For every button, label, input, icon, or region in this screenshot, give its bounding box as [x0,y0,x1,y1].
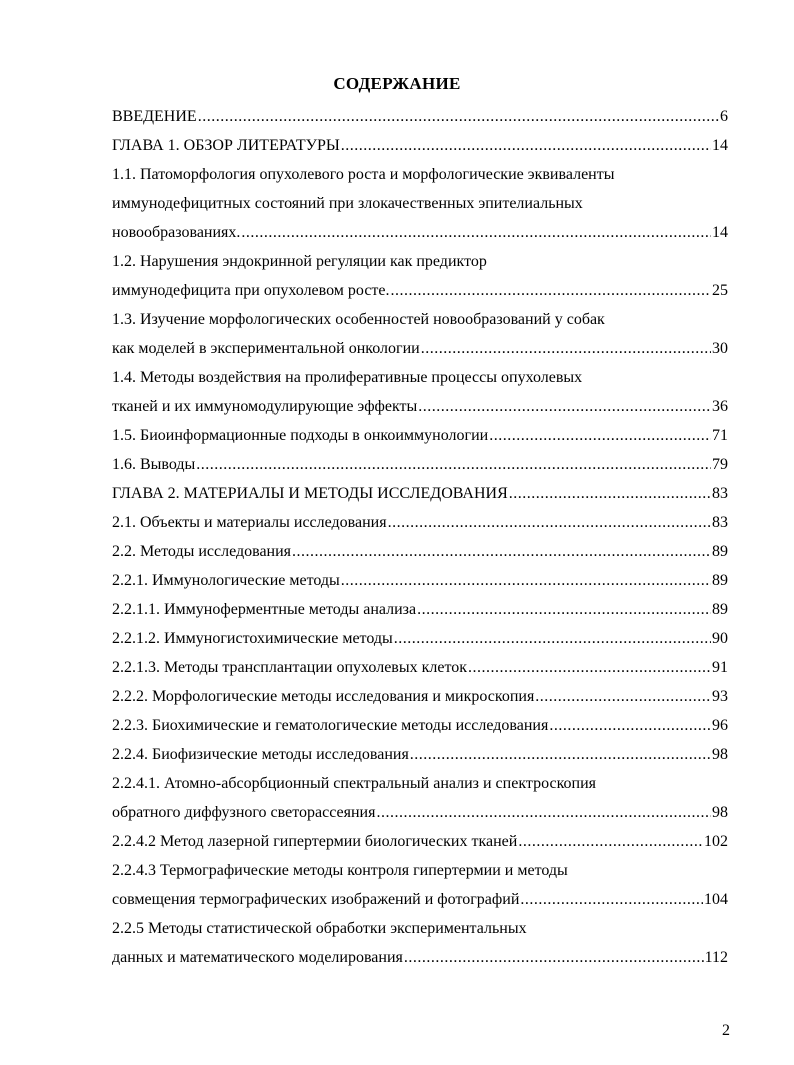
toc-entry [112,421,728,450]
toc-entry-page: 93 [712,688,728,705]
toc-entry [112,827,728,856]
toc-entry [112,682,728,711]
toc-entry-page: 6 [720,108,728,125]
toc-entry [112,392,728,421]
toc-entry-title: 2.2.4. Биофизические методы исследования [112,746,409,763]
toc-entry-page: 83 [712,514,728,531]
toc-entry-page: 98 [712,804,728,821]
toc-entry-title: тканей и их иммуномодулирующие эффекты [112,398,418,415]
toc-entry-page: 104 [704,891,728,908]
toc-entry-page: 89 [712,543,728,560]
toc-entry-title-line: 1.2. Нарушения эндокринной регуляции как предиктор [112,253,487,270]
toc-leader-dots [489,421,711,450]
toc-entry [112,624,728,653]
toc-entry-page: 79 [712,456,728,473]
toc-leader-dots [196,450,711,479]
toc-leader-dots [468,653,711,682]
toc-entry-title: 2.2.1.3. Методы трансплантации опухолевых клеток [112,659,468,676]
toc-entry-title: 2.2.1.2. Иммуногистохимические методы [112,630,393,647]
toc-entry-page: 25 [712,282,728,299]
toc-entry [112,218,728,247]
toc-entry-page: 102 [704,833,728,850]
toc-entry-title-line: 2.2.4.3 Термографические методы контроля гипертермии и методы [112,862,568,879]
toc-entry-page: 89 [712,601,728,618]
page-title: СОДЕРЖАНИЕ [333,74,461,93]
toc-leader-dots [535,682,711,711]
toc-entry [112,740,728,769]
toc-leader-dots [417,595,711,624]
toc-leader-dots [509,479,711,508]
toc-entry [112,334,728,363]
toc-entry-page: 30 [712,340,728,357]
toc-entry-page: 14 [712,224,728,241]
toc-entry-title: 1.5. Биоинформационные подходы в онкоиммунологии [112,427,489,444]
toc-entry [112,508,728,537]
toc-entry-title: 2.2.2. Морфологические методы исследования и микроскопия [112,688,535,705]
toc-entry-title-line: 1.3. Изучение морфологических особенностей новообразований у собак [112,311,605,328]
page-number: 2 [722,1022,730,1039]
toc-leader-dots [376,798,711,827]
toc-entry [112,131,728,160]
toc-entry-title: как моделей в экспериментальной онкологии [112,340,420,357]
toc-leader-dots [410,740,711,769]
toc-entry-title: 2.2.3. Биохимические и гематологические методы исследования [112,717,549,734]
toc-entry-title: данных и математического моделирования [112,949,403,966]
toc-entry-title: иммунодефицита при опухолевом росте. [112,282,390,299]
toc-leader-dots [394,624,711,653]
toc-entry-page: 98 [712,746,728,763]
toc-entry-title: ГЛАВА 2. МАТЕРИАЛЫ И МЕТОДЫ ИССЛЕДОВАНИЯ [112,485,508,502]
toc-entry-page: 14 [712,137,728,154]
toc-entry-title: совмещения термографических изображений и фотографий [112,891,520,908]
toc-leader-dots [292,537,711,566]
toc-entry-title: ГЛАВА 1. ОБЗОР ЛИТЕРАТУРЫ [112,137,340,154]
toc-entry-title: ВВЕДЕНИЕ [112,108,197,125]
toc-entry-page: 83 [712,485,728,502]
toc-entry [112,943,728,972]
toc-leader-dots [341,566,711,595]
toc-entry-page: 36 [712,398,728,415]
toc-leader-dots [198,102,719,131]
toc-entry [112,479,728,508]
toc-entry [112,711,728,740]
toc-entry [112,102,728,131]
toc-entry-title-line: 1.1. Патоморфология опухолевого роста и морфологические эквиваленты [112,166,615,183]
toc-entry-title-line: 1.4. Методы воздействия на пролиферативные процессы опухолевых [112,369,583,386]
toc-leader-dots [241,218,711,247]
toc-entry-page: 89 [712,572,728,589]
toc-entry-title: обратного диффузного светорассеяния [112,804,376,821]
toc-entry-title: 2.2.1.1. Иммуноферментные методы анализа [112,601,417,618]
toc-entry [112,566,728,595]
toc-leader-dots [549,711,711,740]
toc-entry [112,450,728,479]
toc-leader-dots [404,943,704,972]
toc-entry-title: 2.2.4.2 Метод лазерной гипертермии биологических тканей [112,833,518,850]
toc-entry-title: новообразованиях. [112,224,241,241]
toc-entry-title-line: 2.2.4.1. Атомно-абсорбционный спектральный анализ и спектроскопия [112,775,597,792]
toc-entry-title: 2.1. Объекты и материалы исследования [112,514,387,531]
toc-entry-title: 2.2.1. Иммунологические методы [112,572,340,589]
toc-leader-dots [341,131,711,160]
toc-entry [112,798,728,827]
toc-leader-dots [418,392,711,421]
toc-entry-page: 112 [704,949,728,966]
toc-entry-title: 2.2. Методы исследования [112,543,292,560]
toc-leader-dots [388,508,711,537]
toc-entry [112,537,728,566]
toc-entry [112,885,728,914]
toc-entry [112,276,728,305]
toc-entry-page: 90 [712,630,728,647]
toc-entry [112,595,728,624]
toc-leader-dots [520,885,703,914]
toc-entry-page: 71 [712,427,728,444]
toc-entry-title-line: иммунодефицитных состояний при злокачественных эпителиальных [112,195,583,212]
toc-entry-title-line: 2.2.5 Методы статистической обработки экспериментальных [112,920,527,937]
toc-leader-dots [518,827,703,856]
toc-entry-page: 91 [712,659,728,676]
toc-entry-title: 1.6. Выводы [112,456,196,473]
table-of-contents [112,102,728,972]
toc-entry [112,653,728,682]
toc-entry-page: 96 [712,717,728,734]
toc-leader-dots [421,334,711,363]
toc-leader-dots [391,276,711,305]
